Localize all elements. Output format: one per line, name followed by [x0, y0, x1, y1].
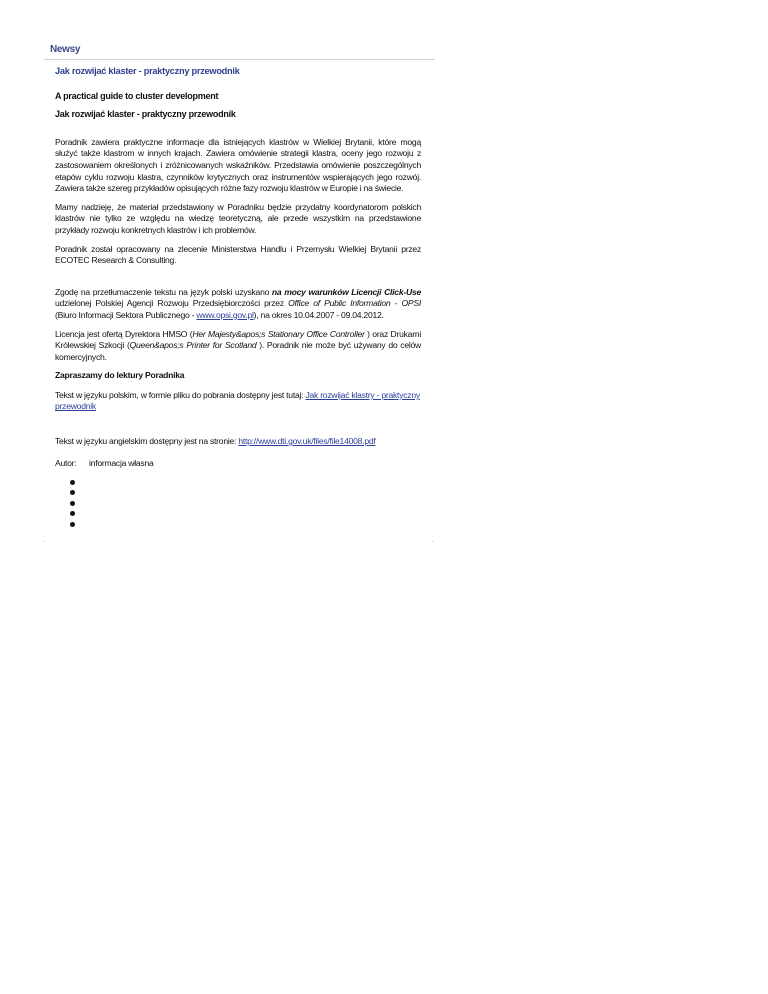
article-content: [55, 66, 421, 469]
license-text-1: Licencja jest ofertą Dyrektora HMSO (: [55, 328, 193, 339]
subtitle-polish: Jak rozwijać klaster - praktyczny przewodnik: [55, 109, 236, 120]
license-text-3: ). Poradnik nie może być używany do celów komercyjnych.: [55, 340, 421, 362]
paragraph-english-link: [55, 436, 421, 448]
consent-text-4: ), na okres 10.04.2007 - 09.04.2012.: [253, 309, 384, 320]
list-bullet: [70, 480, 75, 485]
list-bullet: [70, 511, 75, 516]
polish-guide-link[interactable]: Jak rozwijać klastry - praktyczny przewodnik: [55, 389, 420, 412]
paragraph-commission: Poradnik został opracowany na zlecenie Ministerstwa Handlu i Przemysłu Wielkiej Brytanii przez ECOTEC Research & Consulting.: [55, 243, 421, 266]
english-text-prefix: Tekst w języku angielskim dostępny jest na stronie:: [55, 436, 239, 447]
article-title-link[interactable]: Jak rozwijać klaster - praktyczny przewodnik: [55, 66, 240, 76]
author-row: [55, 458, 421, 470]
list-bullet: [70, 490, 75, 495]
consent-office-name: Office of Public Information - OPSI: [288, 298, 421, 309]
consent-text-1: Zgodę na przetłumaczenie tekstu na język polski uzyskano: [55, 286, 272, 297]
license-printer-name: Queen&apos;s Printer for Scotland: [129, 340, 257, 351]
paragraph-description: Poradnik zawiera praktyczne informacje dla istniejących klastrów w Wielkiej Brytanii, które mogą służyć także klastrom w innych krajach. Zawiera omówienie strategii klastra, oceny jego rozwoju z zastosowaniem określonych i zróżnicowanych wskaźników. Przedstawia omówienie poszczególnych etapów cyklu rozwoju klastra, czynników krytycznych oraz instrumentów wspierających jego rozwój. Zawiera także szereg przykładów opisujących różne fazy rozwoju klastrów w Europie i na świecie.: [55, 136, 421, 194]
license-hmso-name: Her Majesty&apos;s Stationary Office Controller: [192, 328, 365, 339]
invite-heading: Zapraszamy do lektury Poradnika: [55, 370, 185, 381]
section-header: Newsy: [50, 44, 81, 55]
corner-dot-left: [44, 541, 45, 542]
consent-text-2: udzielonej Polskiej Agencji Rozwoju Przedsiębiorczości przez: [55, 298, 289, 309]
paragraph-license: [55, 329, 421, 364]
corner-dot-right: [432, 541, 433, 542]
license-text-2: ) oraz Drukarni Królewskiej Szkocji (: [55, 328, 422, 351]
bullet-list: [70, 480, 75, 532]
author-value: informacja własna: [89, 457, 154, 468]
consent-license-name: na mocy warunków Licencji Click-Use: [271, 286, 421, 297]
paragraph-consent: [55, 287, 421, 322]
consent-text-3: (Biuro Informacji Sektora Publicznego -: [55, 309, 197, 320]
header-divider: [44, 59, 435, 60]
list-bullet: [70, 522, 75, 527]
subtitle-english: A practical guide to cluster development: [55, 90, 219, 101]
polish-text-prefix: Tekst w języku polskim, w formie pliku do pobrania dostępny jest tutaj:: [55, 389, 306, 400]
opsi-link[interactable]: www.opsi.gov.pl: [196, 309, 254, 320]
paragraph-polish-download: [55, 390, 421, 413]
paragraph-hope: Mamy nadzieję, że materiał przedstawiony w Poradniku będzie przydatny koordynatorom polskich klastrów nie tylko ze względu na wiedzę teoretyczną, ale przede wszystkim na przedstawione przykłady rozwoju konkretnych klastrów i ich problemów.: [55, 201, 421, 235]
author-label: Autor:: [55, 457, 77, 468]
english-guide-link[interactable]: http://www.dti.gov.uk/files/file14008.pdf: [238, 436, 376, 447]
list-bullet: [70, 501, 75, 506]
